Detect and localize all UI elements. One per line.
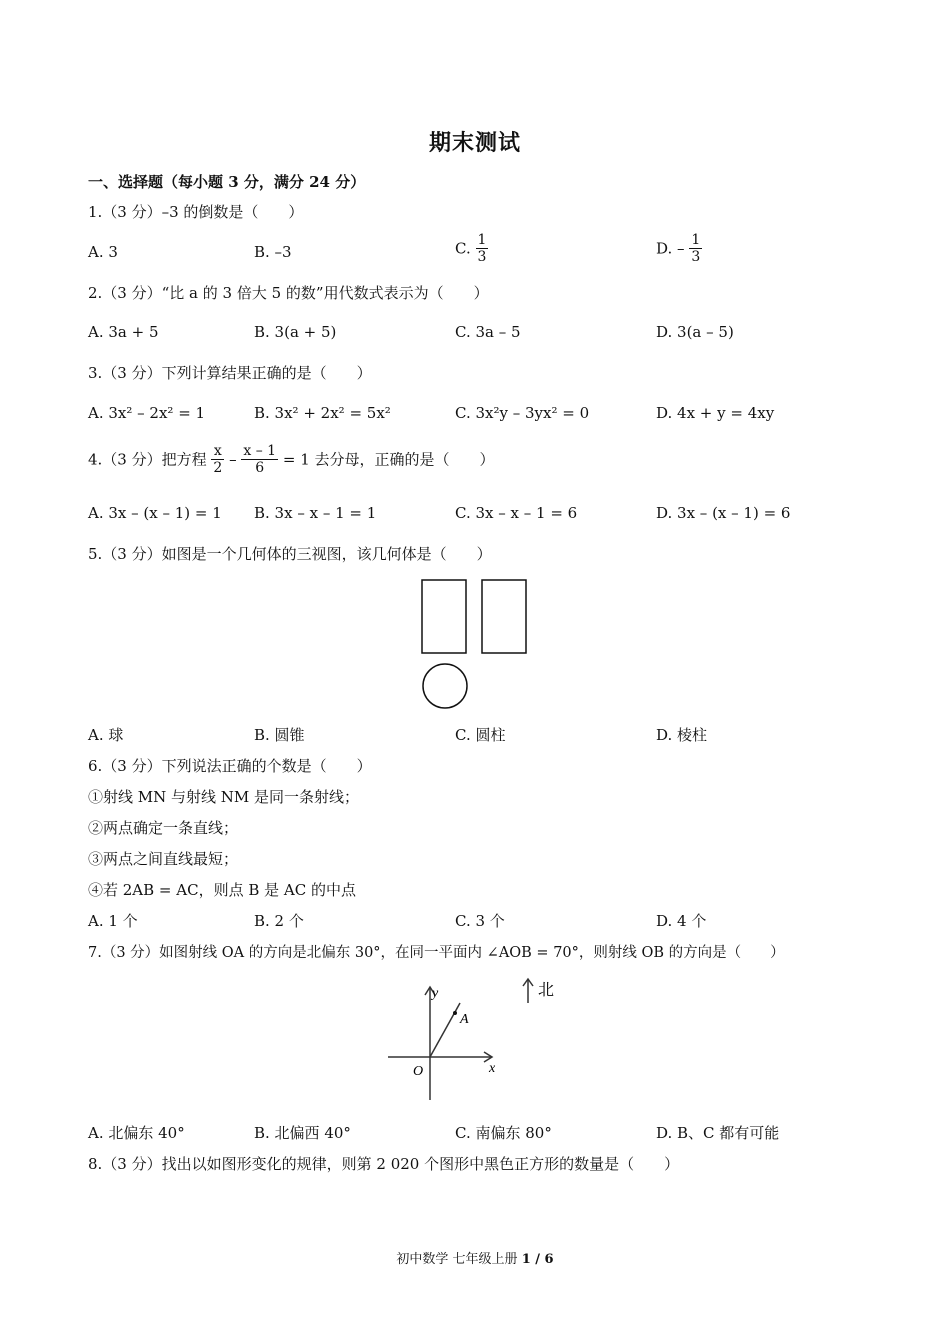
q3-option-a: A. 3x² – 2x² = 1: [88, 404, 206, 422]
front-view-rect: [422, 580, 466, 653]
q5-option-d: D. 棱柱: [656, 726, 708, 744]
q6-statement-2: ②两点确定一条直线；: [88, 819, 239, 837]
footer-page-number: 1 / 6: [521, 1252, 554, 1267]
q5-stem: 5.（3 分）如图是一个几何体的三视图，该几何体是（ ）: [88, 545, 492, 563]
q1-option-a: A. 3: [88, 243, 118, 261]
y-label: y: [432, 986, 439, 1001]
q2-option-b: B. 3(a + 5): [254, 323, 337, 341]
q7-option-b: B. 北偏西 40°: [254, 1124, 351, 1142]
q2-stem: 2.（3 分）“比 a 的 3 倍大 5 的数”用代数式表示为（ ）: [88, 284, 489, 302]
q6-statement-4: ④若 2AB = AC，则点 B 是 AC 的中点: [88, 881, 356, 899]
q6-statement-3: ③两点之间直线最短；: [88, 850, 239, 868]
q7-option-d: D. B、C 都有可能: [656, 1124, 780, 1142]
origin-label: O: [413, 1064, 424, 1079]
direction-figure: [380, 975, 570, 1110]
q1-option-d: D. – $\frac{1}{3}$: [656, 232, 701, 265]
q6-option-a: A. 1 个: [88, 912, 138, 930]
x-label: x: [489, 1061, 496, 1076]
q2-option-c: C. 3a – 5: [455, 323, 521, 341]
q5-option-a: A. 球: [88, 726, 124, 744]
q7-option-a: A. 北偏东 40°: [88, 1124, 185, 1142]
q4-option-a: A. 3x – (x – 1) = 1: [88, 504, 222, 522]
north-label: 北: [538, 980, 555, 999]
q5-option-c: C. 圆柱: [455, 726, 506, 744]
q3-stem: 3.（3 分）下列计算结果正确的是（ ）: [88, 364, 372, 382]
three-view-figure: [410, 575, 540, 715]
q3-option-b: B. 3x² + 2x² = 5x²: [254, 404, 391, 422]
point-a: [453, 1011, 457, 1015]
q8-stem: 8.（3 分）找出以如图形变化的规律，则第 2 020 个图形中黑色正方形的数量是（ ）: [88, 1155, 680, 1173]
section-heading: 一、选择题（每小题 3 分，满分 24 分）: [88, 173, 366, 191]
q2-option-d: D. 3(a – 5): [656, 323, 734, 341]
q6-option-c: C. 3 个: [455, 912, 505, 930]
q2-option-a: A. 3a + 5: [88, 323, 159, 341]
side-view-rect: [482, 580, 526, 653]
page-title: 期末测试: [428, 130, 521, 156]
q6-statement-1: ①射线 MN 与射线 NM 是同一条射线；: [88, 788, 360, 806]
q3-option-d: D. 4x + y = 4xy: [656, 404, 775, 422]
q6-option-d: D. 4 个: [656, 912, 707, 930]
q7-stem: 7.（3 分）如图射线 OA 的方向是北偏东 30°，在同一平面内 ∠AOB = 70°，则射线 OB 的方向是（ ）: [88, 945, 785, 961]
q1-stem: 1.（3 分）–3 的倒数是（ ）: [88, 203, 304, 221]
q4-option-b: B. 3x – x – 1 = 1: [254, 504, 377, 522]
page-footer: [0, 1248, 950, 1267]
top-view-circle: [423, 664, 467, 708]
q7-option-c: C. 南偏东 80°: [455, 1124, 552, 1142]
q5-option-b: B. 圆锥: [254, 726, 305, 744]
q6-option-b: B. 2 个: [254, 912, 304, 930]
q4-stem: 4.（3 分）把方程 $\frac{x}{2}$ – $\frac{x - 1}{6}$ = 1 去分母，正确的是（ ）: [88, 443, 495, 476]
q4-option-d: D. 3x – (x – 1) = 6: [656, 504, 791, 522]
q1-option-b: B. –3: [254, 243, 292, 261]
footer-subject: 初中数学 七年级上册: [396, 1252, 518, 1267]
point-a-label: A: [460, 1012, 469, 1027]
q1-option-c: C. $\frac{1}{3}$: [455, 232, 487, 265]
q3-option-c: C. 3x²y – 3yx² = 0: [455, 404, 590, 422]
q4-option-c: C. 3x – x – 1 = 6: [455, 504, 578, 522]
q6-stem: 6.（3 分）下列说法正确的个数是（ ）: [88, 757, 372, 775]
